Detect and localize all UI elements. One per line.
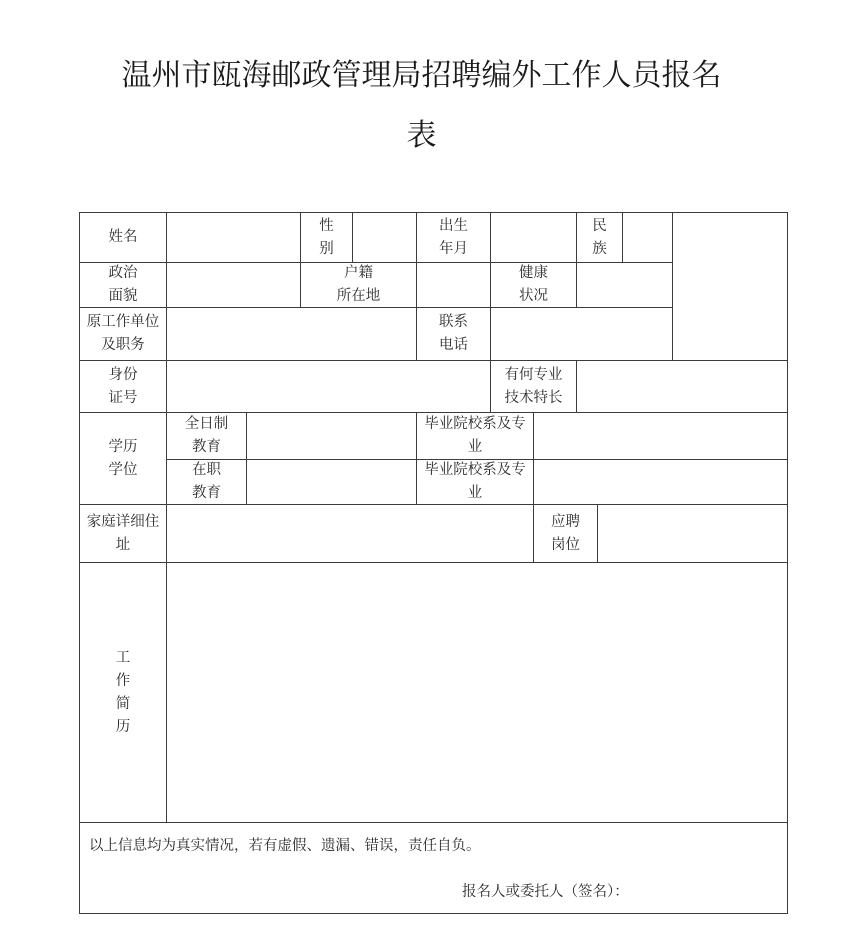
label-hukou: 户籍 所在地 xyxy=(336,265,381,304)
label-former-unit: 原工作单位 及职务 xyxy=(86,314,160,353)
label-inservice-education: 在职 教育 xyxy=(192,462,221,501)
form-title-line-1: 温州市瓯海邮政管理局招聘编外工作人员报名 xyxy=(121,58,722,93)
signature-field[interactable] xyxy=(640,872,780,904)
label-work-resume: 工 作 简 历 xyxy=(115,649,131,735)
form-title-line-2: 表 xyxy=(406,118,437,153)
fulltime-school-field[interactable] xyxy=(534,413,787,459)
contact-phone-field[interactable] xyxy=(491,308,672,360)
label-name: 姓名 xyxy=(108,229,138,245)
signature-label: 报名人或委托人（签名）： xyxy=(462,884,629,900)
label-political-status: 政治 面貌 xyxy=(108,265,138,304)
political-status-field[interactable] xyxy=(167,263,300,307)
inservice-education-field[interactable] xyxy=(247,460,416,504)
birth-date-field[interactable] xyxy=(491,213,576,262)
label-education: 学历 学位 xyxy=(108,438,138,478)
label-id-number: 身份 证号 xyxy=(108,366,138,406)
former-unit-field[interactable] xyxy=(167,308,416,360)
ethnicity-field[interactable] xyxy=(623,213,672,262)
photo-area[interactable] xyxy=(673,213,787,360)
label-inservice-school-major: 毕业院校系及专 业 xyxy=(424,462,526,501)
applied-position-field[interactable] xyxy=(598,505,787,562)
home-address-field[interactable] xyxy=(167,505,533,562)
label-fulltime-school-major: 毕业院校系及专 业 xyxy=(424,416,526,455)
work-resume-field[interactable] xyxy=(167,563,787,822)
id-number-field[interactable] xyxy=(167,361,490,412)
skills-field[interactable] xyxy=(577,361,787,412)
label-ethnicity: 民 族 xyxy=(592,217,607,257)
label-gender: 性 别 xyxy=(319,217,334,257)
label-health: 健康 状况 xyxy=(519,265,548,304)
label-contact-phone: 联系 电话 xyxy=(439,314,468,353)
label-fulltime-education: 全日制 教育 xyxy=(184,416,229,455)
declaration-text: 以上信息均为真实情况，若有虚假、遗漏、错误，责任自负。 xyxy=(89,838,481,854)
label-birth-date: 出生 年月 xyxy=(439,217,468,257)
fulltime-education-field[interactable] xyxy=(247,413,416,459)
hukou-field[interactable] xyxy=(417,263,490,307)
label-skills: 有何专业 技术特长 xyxy=(504,366,563,406)
inservice-school-field[interactable] xyxy=(534,460,787,504)
label-home-address: 家庭详细住 址 xyxy=(86,513,160,553)
name-field[interactable] xyxy=(167,213,300,262)
health-field[interactable] xyxy=(577,263,672,307)
label-applied-position: 应聘 岗位 xyxy=(551,513,580,553)
gender-field[interactable] xyxy=(353,213,416,262)
